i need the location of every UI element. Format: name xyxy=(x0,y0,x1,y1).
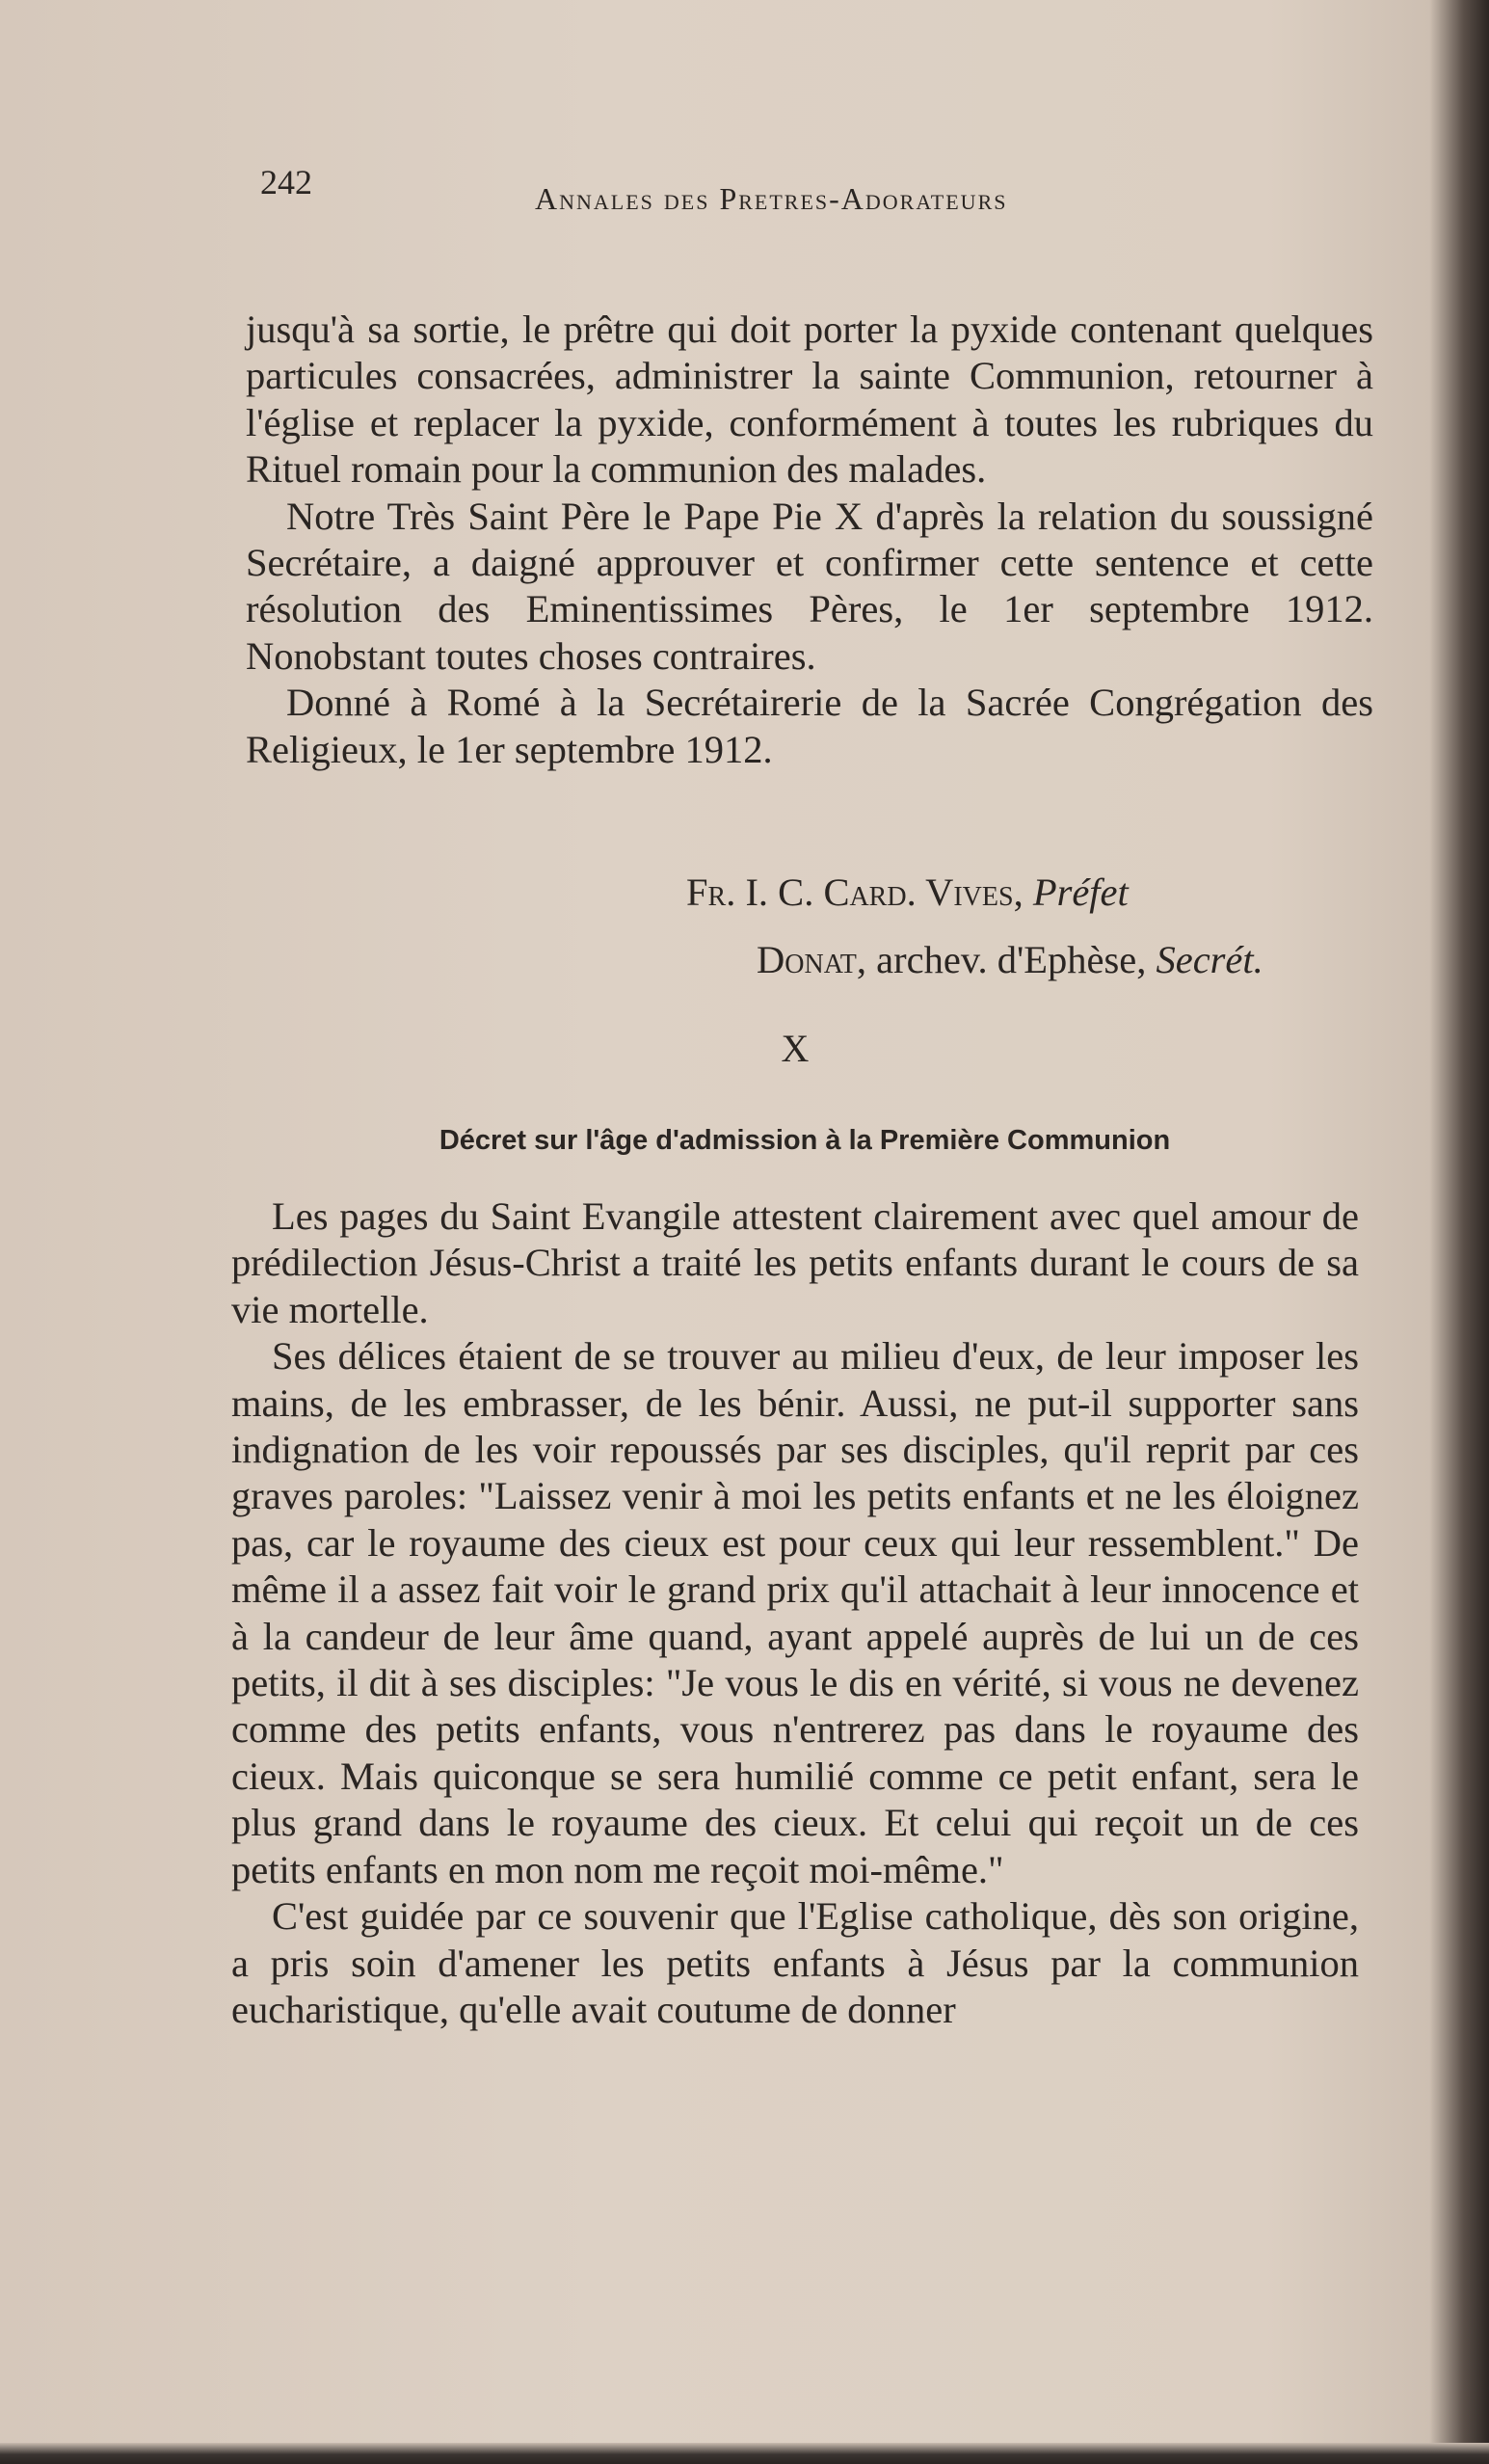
body-text-lower xyxy=(231,1193,1359,2033)
body-text-upper xyxy=(246,307,1373,773)
signature-prefect xyxy=(686,870,1129,915)
prefect-title: Préfet xyxy=(1032,870,1129,914)
secretary-office: archev. d'Ephèse, xyxy=(866,938,1157,981)
paragraph-delights: Ses délices étaient de se trouver au milieu d'eux, de leur imposer les mains, de les embrasser, de les bénir. Aussi, ne put-il supporter sans indignation de les voir repoussés par ses disciples, qu'il reprit par ces graves paroles: "Laissez venir à moi les petits enfants et ne les éloignez pas, car le royaume des cieux est pour ceux qui leur ressemblent." De même il a assez fait voir le grand prix qu'il attachait à leur innocence et à la candeur de leur âme quand, ayant appelé auprès de lui un de ces petits, il dit à ses disciples: "Je vous le dis en vérité, si vous ne devenez comme des petits enfants, vous n'entrerez pas dans le royaume des cieux. Mais quiconque se sera humilié comme ce petit enfant, sera le plus grand dans le royaume des cieux. Et celui qui reçoit un de ces petits enfants en mon nom me reçoit moi-même." xyxy=(231,1334,1359,1891)
prefect-name: Fr. I. C. Card. Vives, xyxy=(686,870,1024,914)
signature-secretary xyxy=(757,937,1263,982)
running-head: Annales des Pretres-Adorateurs xyxy=(535,181,1008,216)
decree-title: Décret sur l'âge d'admission à la Première Communion xyxy=(439,1125,1171,1156)
secretary-title: Secrét. xyxy=(1156,938,1263,981)
paragraph-approval: Notre Très Saint Père le Pape Pie X d'après la relation du soussigné Secrétaire, a daigné approuver et confirmer cette sentence et cette résolution des Eminentissimes Pères, le 1er septembre 1912. Nonobstant toutes choses contraires. xyxy=(246,494,1373,678)
page-bottom-edge xyxy=(0,2443,1489,2464)
paragraph-given-at-rome: Donné à Romé à la Secrétairerie de la Sacrée Congrégation des Religieux, le 1er septembre 1912. xyxy=(246,681,1373,771)
secretary-name: Donat, xyxy=(757,938,867,981)
paragraph-gospel: Les pages du Saint Evangile attestent clairement avec quel amour de prédilection Jésus-Christ a traité les petits enfants durant le cours de sa vie mortelle. xyxy=(231,1194,1359,1331)
paragraph-church: C'est guidée par ce souvenir que l'Eglise catholique, dès son origine, a pris soin d'amener les petits enfants à Jésus par la communion eucharistique, qu'elle avait coutume de donner xyxy=(231,1894,1359,2031)
page-header xyxy=(260,162,1359,220)
paragraph-continued: jusqu'à sa sortie, le prêtre qui doit porter la pyxide contenant quelques particules consacrées, administrer la sainte Communion, retourner à l'église et replacer la pyxide, conformément à toutes les rubriques du Rituel romain pour la communion des malades. xyxy=(246,308,1373,492)
section-numeral: X xyxy=(781,1027,810,1070)
page-number: 242 xyxy=(260,163,312,201)
